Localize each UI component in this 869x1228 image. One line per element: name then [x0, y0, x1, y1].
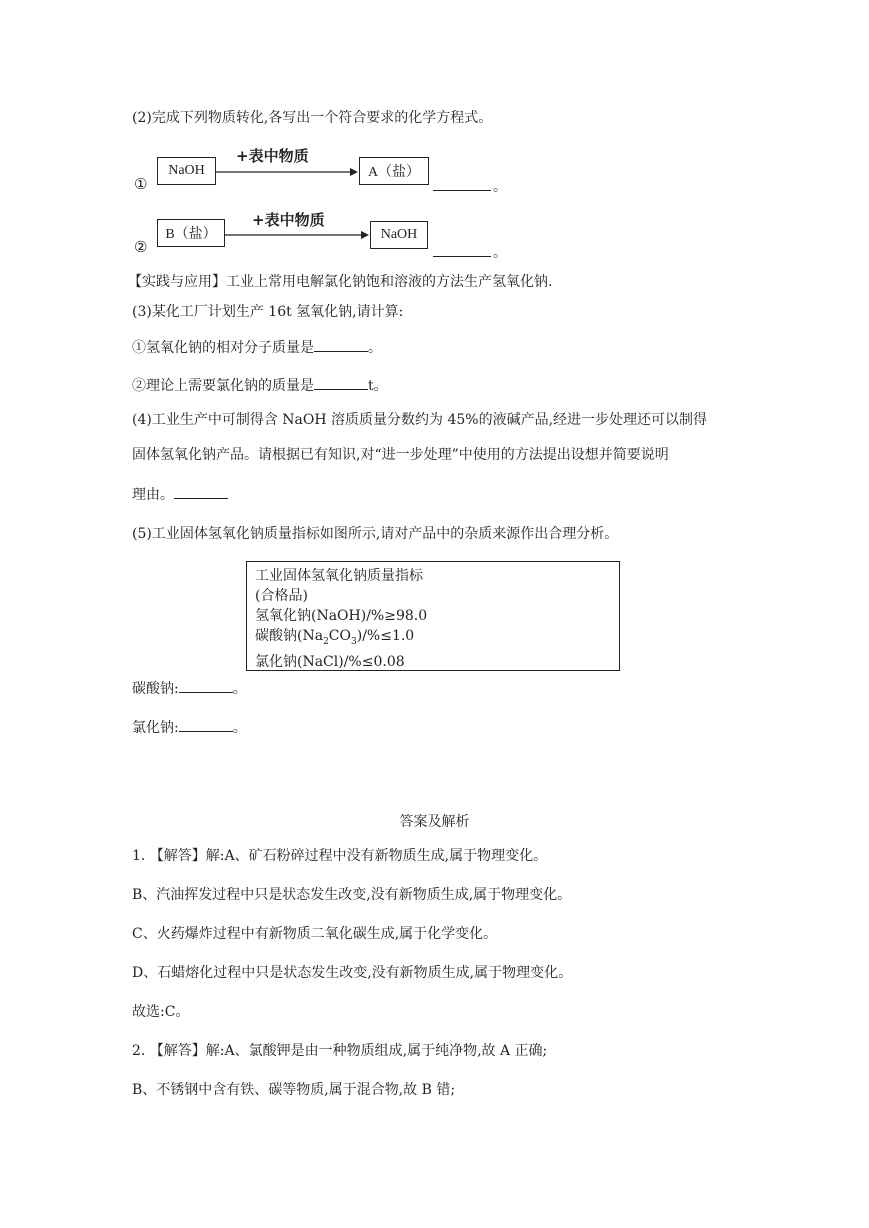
diagram1-arrow-label: +表中物质 — [236, 147, 309, 165]
diagram1-index: ① — [134, 175, 148, 193]
q4-line-3 — [132, 484, 228, 505]
answers-title: 答案及解析 — [399, 814, 470, 830]
row2-part-a: 碳酸钠(Na — [255, 628, 324, 644]
table-title: 工业固体氢氧化钠质量指标 — [255, 568, 423, 584]
answer-1-line-1: 1. 【解答】解:A、矿石粉碎过程中没有新物质生成,属于物理变化。 — [132, 848, 548, 864]
q3-part1 — [132, 337, 382, 358]
answer-1-line-3: C、火药爆炸过程中有新物质二氧化碳生成,属于化学变化。 — [132, 926, 498, 942]
answer-1-line-4: D、石蜡熔化过程中只是状态发生改变,没有新物质生成,属于物理变化。 — [132, 965, 573, 981]
q4-line-1: (4)工业生产中可制得含 NaOH 溶质质量分数约为 45%的液碱产品,经进一步处理还可以制得 — [132, 412, 708, 428]
q4-line-3-text: 理由。 — [132, 487, 174, 503]
q3-part2 — [132, 375, 388, 396]
q3-part1-end: 。 — [368, 340, 382, 356]
table-row-na2co3 — [255, 626, 611, 652]
diagram1-arrow — [216, 164, 359, 180]
q3-part2-end: t。 — [368, 378, 388, 394]
diagram1-end: 。 — [493, 179, 507, 195]
diagram2-end: 。 — [493, 245, 507, 261]
answer-1-line-2: B、汽油挥发过程中只是状态发生改变,没有新物质生成,属于物理变化。 — [132, 887, 572, 903]
diagram1-to-box: A（盐） — [359, 157, 429, 185]
row2-sub-2: 3 — [351, 636, 357, 647]
quality-index-table — [246, 561, 620, 671]
answer-2-line-1: 2. 【解答】解:A、氯酸钾是由一种物质组成,属于纯净物,故 A 正确; — [132, 1043, 548, 1059]
answer-2-line-2: B、不锈钢中含有铁、碳等物质,属于混合物,故 B 错; — [132, 1082, 456, 1098]
q4-answer-blank[interactable] — [174, 484, 228, 499]
q4-line-2: 固体氢氧化钠产品。请根据已有知识,对“进一步处理”中使用的方法提出设想并简要说明 — [132, 447, 669, 463]
diagram2-arrow — [225, 227, 370, 243]
chloride-blank[interactable] — [179, 717, 233, 732]
carbonate-end: 。 — [232, 681, 247, 697]
q3-part1-text: ①氢氧化钠的相对分子质量是 — [132, 340, 314, 356]
chloride-answer — [132, 717, 247, 738]
carbonate-label: 碳酸钠: — [132, 681, 179, 697]
practice-heading: 【实践与应用】工业上常用电解氯化钠饱和溶液的方法生产氢氧化钠. — [128, 274, 553, 290]
diagram2-arrow-label: +表中物质 — [252, 211, 325, 229]
answer-1-line-5: 故选:C。 — [132, 1004, 190, 1020]
diagram1-answer-blank[interactable] — [433, 176, 491, 191]
diagram1-from-box: NaOH — [157, 157, 216, 185]
row2-sub-1: 2 — [323, 636, 329, 647]
table-row-nacl: 氯化钠(NaCl)/%≤0.08 — [255, 653, 405, 670]
q3-part1-blank[interactable] — [314, 337, 368, 352]
q3-part2-text: ②理论上需要氯化钠的质量是 — [132, 378, 314, 394]
diagram2-answer-blank[interactable] — [433, 242, 491, 257]
chloride-end: 。 — [232, 720, 247, 736]
row2-part-c: )/%≤1.0 — [356, 628, 415, 644]
q3-part2-blank[interactable] — [314, 375, 368, 390]
table-grade: (合格品) — [255, 588, 308, 604]
q3-prompt: (3)某化工厂计划生产 16t 氢氧化钠,请计算: — [132, 304, 404, 320]
chloride-label: 氯化钠: — [132, 720, 179, 736]
diagram2-from-box: B（盐） — [157, 219, 225, 247]
carbonate-answer — [132, 678, 247, 699]
diagram2-to-box: NaOH — [370, 221, 428, 249]
table-row-naoh: 氢氧化钠(NaOH)/%≥98.0 — [255, 608, 428, 624]
carbonate-blank[interactable] — [179, 678, 233, 693]
diagram2-index: ② — [134, 238, 148, 256]
row2-part-b: CO — [328, 628, 351, 644]
q2-prompt: (2)完成下列物质转化,各写出一个符合要求的化学方程式。 — [132, 110, 493, 126]
q5-prompt: (5)工业固体氢氧化钠质量指标如图所示,请对产品中的杂质来源作出合理分析。 — [132, 526, 619, 542]
